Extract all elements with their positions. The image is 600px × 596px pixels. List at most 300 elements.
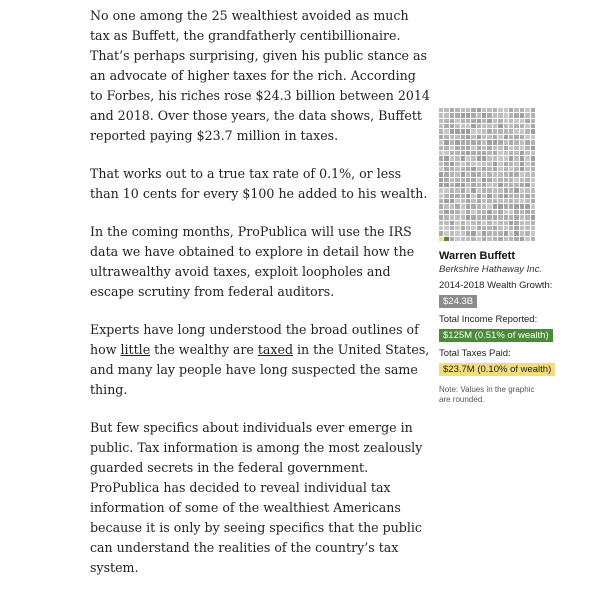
waffle-cell-growth — [525, 172, 529, 176]
waffle-cell-growth — [493, 135, 497, 139]
waffle-cell-growth — [455, 135, 459, 139]
waffle-cell-growth — [439, 146, 443, 150]
waffle-cell-growth — [509, 146, 513, 150]
waffle-cell-growth — [487, 231, 491, 235]
waffle-cell-growth — [514, 172, 518, 176]
waffle-cell-growth — [531, 221, 535, 225]
waffle-cell-growth — [477, 156, 481, 160]
article-body — [90, 6, 430, 596]
waffle-cell-growth — [520, 178, 524, 182]
waffle-cell-growth — [525, 188, 529, 192]
waffle-cell-growth — [514, 129, 518, 133]
waffle-cell-growth — [477, 124, 481, 128]
waffle-cell-growth — [444, 231, 448, 235]
waffle-cell-growth — [504, 221, 508, 225]
waffle-cell-growth — [444, 124, 448, 128]
paragraph-1: No one among the 25 wealthiest avoided as much tax as Buffett, the grandfatherly centibillionaire. That’s perhaps surprising, given his public stance as an advocate of higher taxes for the rich. According to Forbes, his riches rose $24.3 billion between 2014 and 2018. Over those years, the data shows, Buffett reported paying $23.7 million in taxes. — [90, 8, 430, 143]
waffle-cell-growth — [482, 183, 486, 187]
taxes-label: Total Taxes Paid: — [439, 348, 511, 359]
link-little[interactable]: little — [120, 342, 151, 357]
waffle-cell-growth — [466, 162, 470, 166]
waffle-cell-growth — [531, 172, 535, 176]
waffle-cell-growth — [450, 113, 454, 117]
waffle-cell-growth — [450, 108, 454, 112]
waffle-cell-growth — [477, 135, 481, 139]
waffle-cell-growth — [461, 199, 465, 203]
waffle-cell-growth — [466, 231, 470, 235]
waffle-cell-growth — [461, 129, 465, 133]
waffle-cell-growth — [477, 199, 481, 203]
waffle-cell-growth — [461, 237, 465, 241]
waffle-cell-growth — [487, 178, 491, 182]
waffle-cell-growth — [461, 210, 465, 214]
waffle-cell-growth — [520, 129, 524, 133]
waffle-cell-growth — [520, 156, 524, 160]
waffle-cell-growth — [450, 156, 454, 160]
waffle-cell-growth — [466, 140, 470, 144]
waffle-cell-growth — [525, 119, 529, 123]
waffle-cell-growth — [471, 221, 475, 225]
waffle-cell-growth — [482, 151, 486, 155]
waffle-cell-growth — [455, 210, 459, 214]
waffle-cell-growth — [477, 108, 481, 112]
waffle-cell-growth — [509, 167, 513, 171]
waffle-cell-growth — [439, 231, 443, 235]
waffle-cell-growth — [477, 172, 481, 176]
waffle-cell-growth — [498, 129, 502, 133]
waffle-cell-growth — [450, 129, 454, 133]
waffle-cell-growth — [504, 194, 508, 198]
waffle-cell-growth — [514, 194, 518, 198]
waffle-cell-growth — [482, 221, 486, 225]
waffle-cell-growth — [487, 135, 491, 139]
waffle-cell-growth — [504, 178, 508, 182]
waffle-cell-growth — [525, 221, 529, 225]
waffle-cell-growth — [461, 215, 465, 219]
waffle-cell-growth — [504, 146, 508, 150]
waffle-cell-growth — [487, 210, 491, 214]
waffle-cell-growth — [525, 124, 529, 128]
waffle-cell-growth — [461, 119, 465, 123]
waffle-cell-growth — [514, 151, 518, 155]
waffle-cell-growth — [498, 199, 502, 203]
waffle-cell-growth — [482, 226, 486, 230]
waffle-cell-growth — [477, 151, 481, 155]
waffle-cell-growth — [520, 162, 524, 166]
waffle-cell-growth — [466, 183, 470, 187]
waffle-cell-taxes — [439, 237, 443, 241]
waffle-cell-growth — [466, 188, 470, 192]
waffle-cell-growth — [509, 231, 513, 235]
waffle-cell-growth — [461, 178, 465, 182]
waffle-cell-growth — [439, 124, 443, 128]
waffle-cell-growth — [439, 129, 443, 133]
waffle-cell-growth — [482, 113, 486, 117]
waffle-cell-income — [444, 237, 448, 241]
waffle-cell-growth — [466, 156, 470, 160]
taxes-badge: $23.7M (0.10% of wealth) — [439, 363, 555, 376]
waffle-cell-growth — [509, 151, 513, 155]
link-taxed[interactable]: taxed — [257, 342, 294, 357]
waffle-cell-growth — [482, 135, 486, 139]
waffle-cell-growth — [498, 221, 502, 225]
waffle-cell-growth — [509, 194, 513, 198]
waffle-cell-growth — [439, 135, 443, 139]
waffle-cell-growth — [525, 178, 529, 182]
waffle-cell-growth — [482, 140, 486, 144]
waffle-cell-growth — [531, 231, 535, 235]
waffle-cell-growth — [493, 178, 497, 182]
waffle-cell-growth — [466, 178, 470, 182]
waffle-cell-growth — [498, 210, 502, 214]
waffle-cell-growth — [444, 210, 448, 214]
waffle-cell-growth — [455, 119, 459, 123]
waffle-cell-growth — [487, 199, 491, 203]
paragraph-4-text-1: Experts have long understood the broad outlines of how — [90, 322, 419, 357]
waffle-cell-growth — [509, 172, 513, 176]
waffle-cell-growth — [439, 194, 443, 198]
waffle-cell-growth — [477, 178, 481, 182]
waffle-cell-growth — [439, 113, 443, 117]
waffle-cell-growth — [444, 151, 448, 155]
waffle-cell-growth — [477, 162, 481, 166]
waffle-cell-growth — [493, 237, 497, 241]
waffle-cell-growth — [493, 162, 497, 166]
waffle-cell-growth — [471, 124, 475, 128]
waffle-cell-growth — [477, 237, 481, 241]
waffle-cell-growth — [498, 167, 502, 171]
waffle-cell-growth — [466, 172, 470, 176]
waffle-cell-growth — [520, 210, 524, 214]
waffle-cell-growth — [471, 237, 475, 241]
waffle-cell-growth — [444, 146, 448, 150]
waffle-cell-growth — [531, 135, 535, 139]
waffle-cell-growth — [471, 140, 475, 144]
waffle-cell-growth — [444, 156, 448, 160]
waffle-cell-growth — [487, 172, 491, 176]
waffle-cell-growth — [520, 226, 524, 230]
waffle-cell-growth — [493, 167, 497, 171]
waffle-cell-growth — [444, 221, 448, 225]
waffle-cell-growth — [498, 237, 502, 241]
growth-label: 2014-2018 Wealth Growth: — [439, 280, 553, 291]
waffle-cell-growth — [482, 167, 486, 171]
waffle-cell-growth — [493, 113, 497, 117]
waffle-cell-growth — [477, 226, 481, 230]
waffle-cell-growth — [531, 113, 535, 117]
waffle-cell-growth — [525, 231, 529, 235]
waffle-cell-growth — [477, 215, 481, 219]
waffle-cell-growth — [444, 215, 448, 219]
waffle-cell-growth — [509, 124, 513, 128]
waffle-cell-growth — [520, 231, 524, 235]
waffle-cell-growth — [509, 162, 513, 166]
waffle-cell-growth — [450, 135, 454, 139]
waffle-cell-growth — [455, 221, 459, 225]
waffle-cell-growth — [482, 146, 486, 150]
waffle-cell-growth — [444, 183, 448, 187]
income-label: Total Income Reported: — [439, 314, 538, 325]
waffle-cell-growth — [482, 129, 486, 133]
waffle-cell-growth — [525, 215, 529, 219]
waffle-cell-growth — [531, 129, 535, 133]
waffle-cell-growth — [444, 226, 448, 230]
waffle-cell-growth — [450, 210, 454, 214]
waffle-cell-growth — [493, 221, 497, 225]
waffle-cell-growth — [504, 183, 508, 187]
waffle-cell-growth — [461, 226, 465, 230]
waffle-cell-growth — [514, 231, 518, 235]
waffle-cell-growth — [466, 204, 470, 208]
waffle-cell-growth — [466, 167, 470, 171]
waffle-cell-growth — [493, 231, 497, 235]
waffle-cell-growth — [466, 129, 470, 133]
waffle-cell-growth — [471, 162, 475, 166]
waffle-cell-growth — [525, 167, 529, 171]
waffle-cell-growth — [450, 194, 454, 198]
waffle-cell-growth — [487, 183, 491, 187]
waffle-cell-growth — [514, 204, 518, 208]
waffle-cell-growth — [439, 215, 443, 219]
waffle-cell-growth — [520, 124, 524, 128]
waffle-cell-growth — [482, 199, 486, 203]
waffle-cell-growth — [525, 140, 529, 144]
waffle-cell-growth — [471, 172, 475, 176]
waffle-cell-growth — [487, 129, 491, 133]
waffle-cell-growth — [477, 188, 481, 192]
waffle-cell-growth — [509, 199, 513, 203]
waffle-cell-growth — [531, 199, 535, 203]
waffle-cell-growth — [531, 124, 535, 128]
waffle-cell-growth — [493, 151, 497, 155]
waffle-cell-growth — [520, 183, 524, 187]
waffle-cell-growth — [477, 113, 481, 117]
waffle-cell-growth — [455, 204, 459, 208]
waffle-cell-growth — [504, 188, 508, 192]
waffle-cell-growth — [482, 215, 486, 219]
waffle-cell-growth — [504, 135, 508, 139]
waffle-cell-growth — [450, 172, 454, 176]
waffle-cell-growth — [498, 215, 502, 219]
waffle-cell-growth — [509, 113, 513, 117]
waffle-cell-growth — [509, 237, 513, 241]
waffle-cell-growth — [509, 140, 513, 144]
waffle-cell-growth — [455, 194, 459, 198]
waffle-cell-growth — [509, 135, 513, 139]
waffle-cell-growth — [471, 146, 475, 150]
waffle-cell-growth — [466, 146, 470, 150]
waffle-cell-growth — [455, 226, 459, 230]
waffle-cell-growth — [466, 210, 470, 214]
waffle-cell-growth — [520, 172, 524, 176]
waffle-cell-growth — [504, 226, 508, 230]
waffle-cell-growth — [439, 151, 443, 155]
waffle-cell-growth — [525, 156, 529, 160]
waffle-cell-growth — [520, 204, 524, 208]
waffle-cell-growth — [450, 231, 454, 235]
waffle-cell-growth — [487, 119, 491, 123]
waffle-cell-growth — [531, 119, 535, 123]
graphic-note: Note: Values in the graphic are rounded. — [439, 385, 535, 404]
waffle-cell-growth — [493, 156, 497, 160]
waffle-cell-growth — [525, 194, 529, 198]
waffle-cell-growth — [466, 135, 470, 139]
waffle-cell-growth — [450, 215, 454, 219]
waffle-cell-growth — [455, 129, 459, 133]
waffle-cell-growth — [504, 140, 508, 144]
waffle-cell-growth — [493, 183, 497, 187]
income-badge: $125M (0.51% of wealth) — [439, 329, 553, 342]
waffle-cell-growth — [461, 162, 465, 166]
waffle-cell-growth — [482, 119, 486, 123]
waffle-cell-growth — [455, 162, 459, 166]
waffle-cell-growth — [471, 167, 475, 171]
waffle-cell-growth — [504, 237, 508, 241]
waffle-cell-growth — [439, 188, 443, 192]
waffle-cell-growth — [455, 167, 459, 171]
waffle-cell-growth — [444, 188, 448, 192]
waffle-cell-growth — [514, 237, 518, 241]
waffle-cell-growth — [498, 113, 502, 117]
waffle-cell-growth — [461, 188, 465, 192]
waffle-cell-growth — [509, 204, 513, 208]
waffle-cell-growth — [487, 146, 491, 150]
waffle-cell-growth — [439, 204, 443, 208]
waffle-cell-growth — [450, 124, 454, 128]
waffle-cell-growth — [444, 135, 448, 139]
waffle-cell-growth — [520, 146, 524, 150]
waffle-cell-growth — [482, 162, 486, 166]
waffle-cell-growth — [455, 140, 459, 144]
waffle-cell-growth — [461, 135, 465, 139]
waffle-cell-growth — [487, 151, 491, 155]
waffle-cell-growth — [466, 119, 470, 123]
waffle-cell-growth — [509, 156, 513, 160]
waffle-cell-growth — [487, 156, 491, 160]
waffle-cell-growth — [455, 151, 459, 155]
waffle-cell-growth — [487, 113, 491, 117]
waffle-cell-growth — [520, 221, 524, 225]
waffle-cell-growth — [504, 162, 508, 166]
waffle-cell-growth — [509, 129, 513, 133]
waffle-cell-growth — [482, 124, 486, 128]
waffle-cell-growth — [439, 210, 443, 214]
waffle-cell-growth — [439, 199, 443, 203]
person-name: Warren Buffett — [439, 250, 515, 262]
wealth-waffle-grid — [439, 108, 535, 241]
waffle-cell-growth — [471, 226, 475, 230]
waffle-cell-growth — [509, 210, 513, 214]
waffle-cell-growth — [504, 215, 508, 219]
waffle-cell-growth — [482, 194, 486, 198]
waffle-cell-growth — [455, 188, 459, 192]
waffle-cell-growth — [520, 199, 524, 203]
waffle-cell-growth — [514, 178, 518, 182]
waffle-cell-growth — [471, 194, 475, 198]
waffle-cell-growth — [471, 108, 475, 112]
waffle-cell-growth — [461, 231, 465, 235]
paragraph-2: That works out to a true tax rate of 0.1%, or less than 10 cents for every $100 he added to his wealth. — [90, 166, 428, 201]
waffle-cell-growth — [514, 119, 518, 123]
waffle-cell-growth — [509, 221, 513, 225]
waffle-cell-growth — [450, 183, 454, 187]
waffle-cell-growth — [455, 108, 459, 112]
waffle-cell-growth — [471, 156, 475, 160]
waffle-cell-growth — [493, 140, 497, 144]
waffle-cell-growth — [471, 129, 475, 133]
waffle-cell-growth — [439, 162, 443, 166]
waffle-cell-growth — [520, 237, 524, 241]
waffle-cell-growth — [514, 135, 518, 139]
waffle-cell-growth — [482, 204, 486, 208]
waffle-cell-growth — [461, 113, 465, 117]
waffle-cell-growth — [487, 162, 491, 166]
waffle-cell-growth — [466, 194, 470, 198]
waffle-cell-growth — [509, 119, 513, 123]
waffle-cell-growth — [455, 172, 459, 176]
waffle-cell-growth — [504, 124, 508, 128]
waffle-cell-growth — [471, 119, 475, 123]
waffle-cell-growth — [450, 221, 454, 225]
waffle-cell-growth — [487, 215, 491, 219]
waffle-cell-growth — [450, 151, 454, 155]
waffle-cell-growth — [520, 135, 524, 139]
waffle-cell-growth — [520, 167, 524, 171]
waffle-cell-growth — [525, 199, 529, 203]
waffle-cell-growth — [514, 183, 518, 187]
waffle-cell-growth — [482, 156, 486, 160]
waffle-cell-growth — [487, 204, 491, 208]
waffle-cell-growth — [531, 204, 535, 208]
waffle-cell-growth — [498, 183, 502, 187]
waffle-cell-growth — [525, 108, 529, 112]
waffle-cell-growth — [471, 151, 475, 155]
waffle-cell-growth — [520, 119, 524, 123]
waffle-cell-growth — [520, 215, 524, 219]
waffle-cell-growth — [487, 221, 491, 225]
waffle-cell-growth — [520, 151, 524, 155]
waffle-cell-growth — [525, 162, 529, 166]
waffle-cell-growth — [461, 140, 465, 144]
waffle-cell-growth — [493, 204, 497, 208]
waffle-cell-growth — [477, 231, 481, 235]
waffle-cell-growth — [520, 194, 524, 198]
waffle-cell-growth — [504, 113, 508, 117]
waffle-cell-growth — [498, 140, 502, 144]
waffle-cell-growth — [455, 237, 459, 241]
waffle-cell-growth — [498, 194, 502, 198]
waffle-cell-growth — [439, 183, 443, 187]
waffle-cell-growth — [531, 151, 535, 155]
waffle-cell-growth — [461, 146, 465, 150]
waffle-cell-growth — [514, 124, 518, 128]
waffle-cell-growth — [444, 113, 448, 117]
waffle-cell-growth — [514, 156, 518, 160]
growth-badge: $24.3B — [439, 295, 477, 308]
waffle-cell-growth — [498, 156, 502, 160]
waffle-cell-growth — [439, 221, 443, 225]
waffle-cell-growth — [493, 108, 497, 112]
waffle-cell-growth — [504, 204, 508, 208]
waffle-cell-growth — [466, 108, 470, 112]
waffle-cell-growth — [444, 108, 448, 112]
waffle-cell-growth — [504, 210, 508, 214]
waffle-cell-growth — [461, 204, 465, 208]
waffle-cell-growth — [498, 226, 502, 230]
waffle-cell-growth — [509, 188, 513, 192]
waffle-cell-growth — [531, 178, 535, 182]
waffle-cell-growth — [525, 183, 529, 187]
